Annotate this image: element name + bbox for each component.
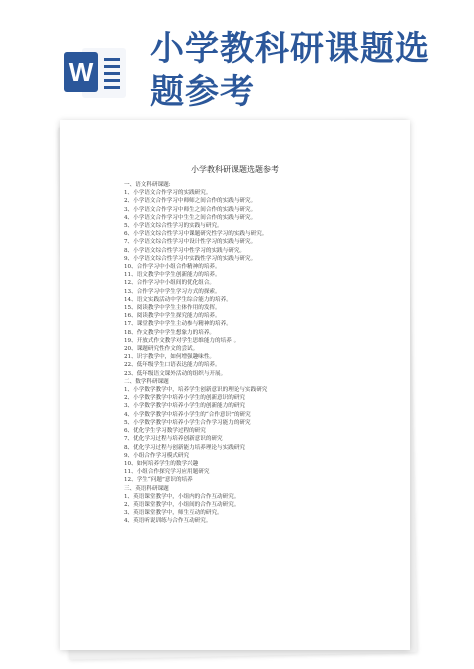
- list-item: 6、小学语文综合性学习中课题研究性学习的实践与研究。: [124, 231, 268, 238]
- list-item: 13、合作学习中学生学习方式的探索。: [124, 288, 221, 295]
- list-item: 18、作文教学中学生想象力的培养。: [124, 329, 216, 336]
- list-item: 2、小学数学教学中培养小学生的创新意识的研究: [124, 395, 246, 402]
- list-item: 16、阅读教学中学生探究能力的培养。: [124, 313, 221, 320]
- list-item: 1、英语课堂教学中，小组内的合作互动研究。: [124, 493, 240, 500]
- list-item: 19、开放式作文教学对学生思维能力的培养 。: [124, 337, 240, 344]
- list-item: 3、英语课堂教学中，师生互动的研究。: [124, 510, 223, 517]
- word-document-icon: [64, 42, 130, 102]
- list-item: 12、合作学习中小组间的优化组合。: [124, 280, 216, 287]
- document-heading: 小学教科研课题选题参考: [191, 165, 279, 174]
- list-item: 8、小学语文综合性学习中性学习的实践与研究。: [124, 247, 246, 254]
- list-item: 11、小组合作探究学习应用题研究: [124, 469, 210, 476]
- list-item: 20、课题研究性作文的尝试。: [124, 346, 199, 353]
- section-heading: 一、语文科研课题:: [124, 182, 171, 188]
- list-item: 23、低年级语文课外活动的组织与开展。: [124, 370, 227, 377]
- list-item: 4、小学语文合作学习中生生之间合作的实践与研究。: [124, 214, 257, 221]
- list-item: 2、英语课堂教学中，小组间的合作互动研究。: [124, 501, 240, 508]
- word-badge: W: [64, 52, 98, 92]
- list-item: 7、小学语文综合性学习中设计性学习的实践与研究。: [124, 239, 257, 246]
- list-item: 1、小学数学教学中，培养学生创新意识的理论与实践研究: [124, 387, 268, 394]
- list-item: 17、课堂教学中学生主动参与精神的培养。: [124, 321, 232, 328]
- section-heading: 二、数学科研课题: [124, 378, 169, 385]
- list-item: 4、英语听说训练与合作互动研究。: [124, 518, 212, 525]
- list-item: 21、识字教学中，如何增强趣味性。: [124, 354, 216, 361]
- list-item: 4、小学数学教学中培养小学生的“合作意识”的研究: [124, 411, 251, 418]
- list-item: 15、阅读教学中学生主体作用的发挥。: [124, 305, 221, 312]
- list-item: 5、小学语文综合性学习的实践与研究。: [124, 223, 223, 230]
- list-item: 12、学生“问题”意识的培养: [124, 477, 193, 484]
- list-item: 10、如何培养学生的数学兴趣: [124, 460, 199, 467]
- document-body: [124, 181, 404, 526]
- list-item: 10、合作学习中小组合作精神的培养。: [124, 264, 221, 271]
- document-preview: [60, 120, 410, 650]
- list-item: 9、小组合作学习模式研究: [124, 452, 190, 459]
- page-title: 小学教科研课题选题参考: [150, 29, 430, 112]
- section-heading: 三、英语科研课题: [124, 485, 169, 492]
- list-item: 11、语文教学中学生创新能力的培养。: [124, 272, 221, 279]
- list-item: 22、低年级学生口语表达能力的培养。: [124, 362, 221, 369]
- list-item: 14、语文实践活动中学生综合能力的培养。: [124, 296, 232, 303]
- list-item: 7、优化学习过程与培养创新意识的研究: [124, 436, 223, 443]
- list-item: 3、小学数学教学中培养小学生的创新能力的研究: [124, 403, 246, 410]
- list-item: 9、小学语文综合性学习中实践性学习的实践与研究。: [124, 255, 257, 262]
- list-item: 5、小学数学教学中培养小学生合作学习能力的研究: [124, 419, 251, 426]
- list-item: 3、小学语文合作学习中师生之间合作的实践与研究。: [124, 206, 257, 213]
- list-item: 8、优化学习过程与创新能力培养理论与实践研究: [124, 444, 246, 451]
- list-item: 6、优化学生学习数学过程的研究: [124, 428, 206, 435]
- list-item: 2、小学语文合作学习中师师之间合作的实践与研究。: [124, 198, 257, 205]
- list-item: 1、小学语文合作学习的实践研究。: [124, 190, 212, 197]
